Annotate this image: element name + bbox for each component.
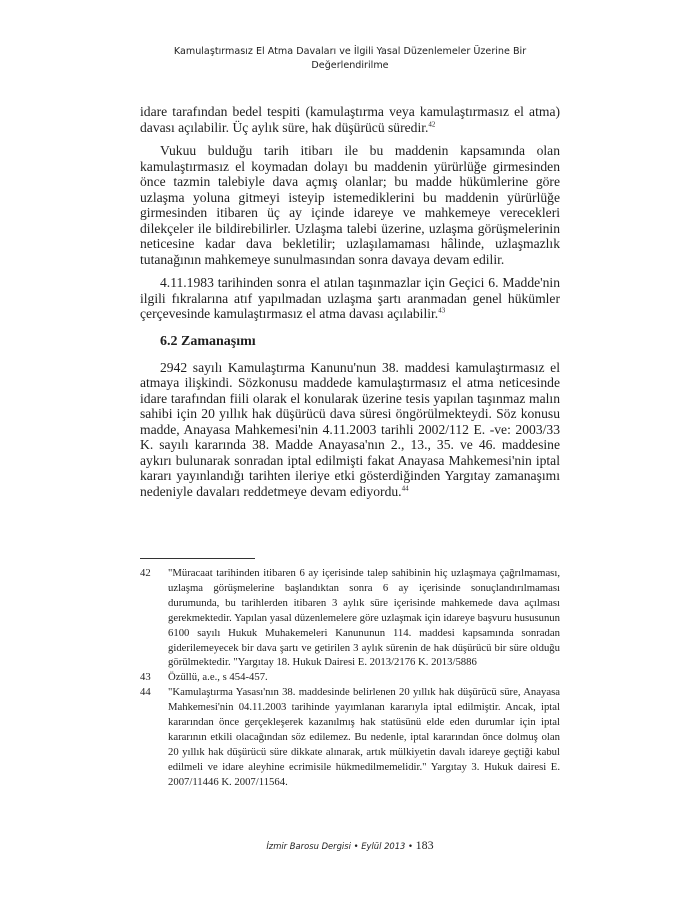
running-header [150,45,550,73]
section-heading: 6.2 Zamanaşımı [160,333,256,349]
footnote-text: Özüllü, a.e., s 454-457. [168,671,268,684]
footnote-text: "Müracaat tarihinden itibaren 6 ay içerisinde talep sahibinin hiç uzlaşmaya çağrılmaması, uzlaşma görüşmelerine başlandıktan sonra 6 ay içerisinde sonuçlandırılmaması durumunda, bu tarihlerden itibaren 3 aylık süre içerisinde mahkemede dava açılması gerekmektedir. Yapılan yasal düzenlemelere göre uzlaşmak için idareye başvuru hususunun 6100 sayılı Hukuk Muhakemeleri Kanununun 114. maddesi kapsamında sonradan giderilemeyecek bir dava şartı ve getirilen 3 aylık sürenin de hak düşürücü bir süre olduğu görülmektedir. "Yargıtay 18. Hukuk Dairesi E. 2013/2176 K. 2013/5886 [168,567,560,669]
footnote-text: "Kamulaştırma Yasası'nın 38. maddesinde belirlenen 20 yıllık hak düşürücü süre, Anayasa Mahkemesi'nin 04.11.2003 tarihinde yayımlanan kararıyla iptal edilmiştir. Ancak, iptal kararından önce gerçekleşerek kazanılmış hak statüsünü elde eden durumlar için iptal kararının etkili olacağından söz edilemez. Bu nedenle, iptal kararından önce dolmuş olan 20 yıllık hak düşürücü süre dikkate alınarak, artık mülkiyetin davalı idareye geçtiği kabul edilmeli ve idare aleyhine ecrimisile hükmedilmemelidir." Yargıtay 3. Hukuk dairesi E. 2007/11446 K. 2007/11564. [168,686,560,788]
footnote-43 [140,670,560,685]
running-footer [150,838,550,853]
paragraph-1-text: idare tarafından bedel tespiti (kamulaştırma veya kamulaştırmasız el atma) davası açılabilir. Üç aylık süre, hak düşürücü süredir. [140,104,560,135]
paragraph-4-text: 2942 sayılı Kamulaştırma Kanunu'nun 38. maddesi kamulaştırmasız el atmaya ilişkindi. Sözkonusu maddede kamulaştırmasız el atma neticesinde idare tarafından fiili olarak el konularak üzerine tesis yapılan taşınmaz malın sahibi için 20 yıllık hak düşürücü dava süresi öngörülmekteydi. Söz konusu madde, Anayasa Mahkemesi'nin 4.11.2003 tarihli 2002/112 E. -ve: 2003/33 K. sayılı kararında 38. Madde Anayasa'nın 2., 13., 35. ve 46. maddesine aykırı bulunarak sonradan iptal edilmişti fakat Anayasa Mahkemesi'nin iptal kararı yayınlandığı tarihten ileriye etki gösterdiğinden Yargıtay zamanaşımı nedeniyle davaları reddetmeye devam ediyordu. [140,359,560,499]
journal-name: İzmir Barosu Dergisi • Eylül 2013 • [266,841,413,851]
footnote-44 [140,685,560,789]
footnote-number: 44 [140,686,151,699]
footnote-ref-43[interactable]: 43 [438,306,446,315]
footnote-ref-44[interactable]: 44 [401,483,409,492]
footnote-ref-42[interactable]: 42 [428,119,436,128]
paragraph-3 [140,275,560,322]
footnote-number: 42 [140,567,151,579]
page-number: 183 [415,838,434,852]
page-body [140,104,560,507]
footnote-number: 43 [140,671,151,684]
paragraph-1 [140,104,560,135]
footnote-divider [140,558,255,559]
footnotes [140,566,560,790]
footnote-42 [140,566,560,670]
header-title-line2: Değerlendirilme [311,60,389,71]
paragraph-3-text: 4.11.1983 tarihinden sonra el atılan taşınmazlar için Geçici 6. Madde'nin ilgili fıkralarına atıf yapılmadan uzlaşma şartı aranmadan genel hükümler çerçevesinde kamulaştırmasız el atma davası açılabilir. [140,275,560,321]
paragraph-4 [140,360,560,500]
paragraph-2: Vukuu bulduğu tarih itibarı ile bu maddenin kapsamında olan kamulaştırmasız el koymadan dolayı bu maddenin yürürlüğe girmesinden önce tazmin talebiyle dava açmış olanlar; bu madde hükümlerine göre uzlaşma yoluna gitmeyi isteyip istemediklerini bu maddenin yürürlüğe girmesinden itibaren üç ay içinde idareye ve mahkemeye verecekleri dilekçeler ile bildirebilirler. Uzlaşma talebi üzerine, uzlaşma görüşmelerinin neticesine kadar dava bekletilir; uzlaşılamaması hâlinde, uzlaşmazlık tutanağının mahkemeye sunulmasından sonra davaya devam edilir. [140,143,560,267]
header-title-line1: Kamulaştırmasız El Atma Davaları ve İlgili Yasal Düzenlemeler Üzerine Bir [173,46,527,57]
